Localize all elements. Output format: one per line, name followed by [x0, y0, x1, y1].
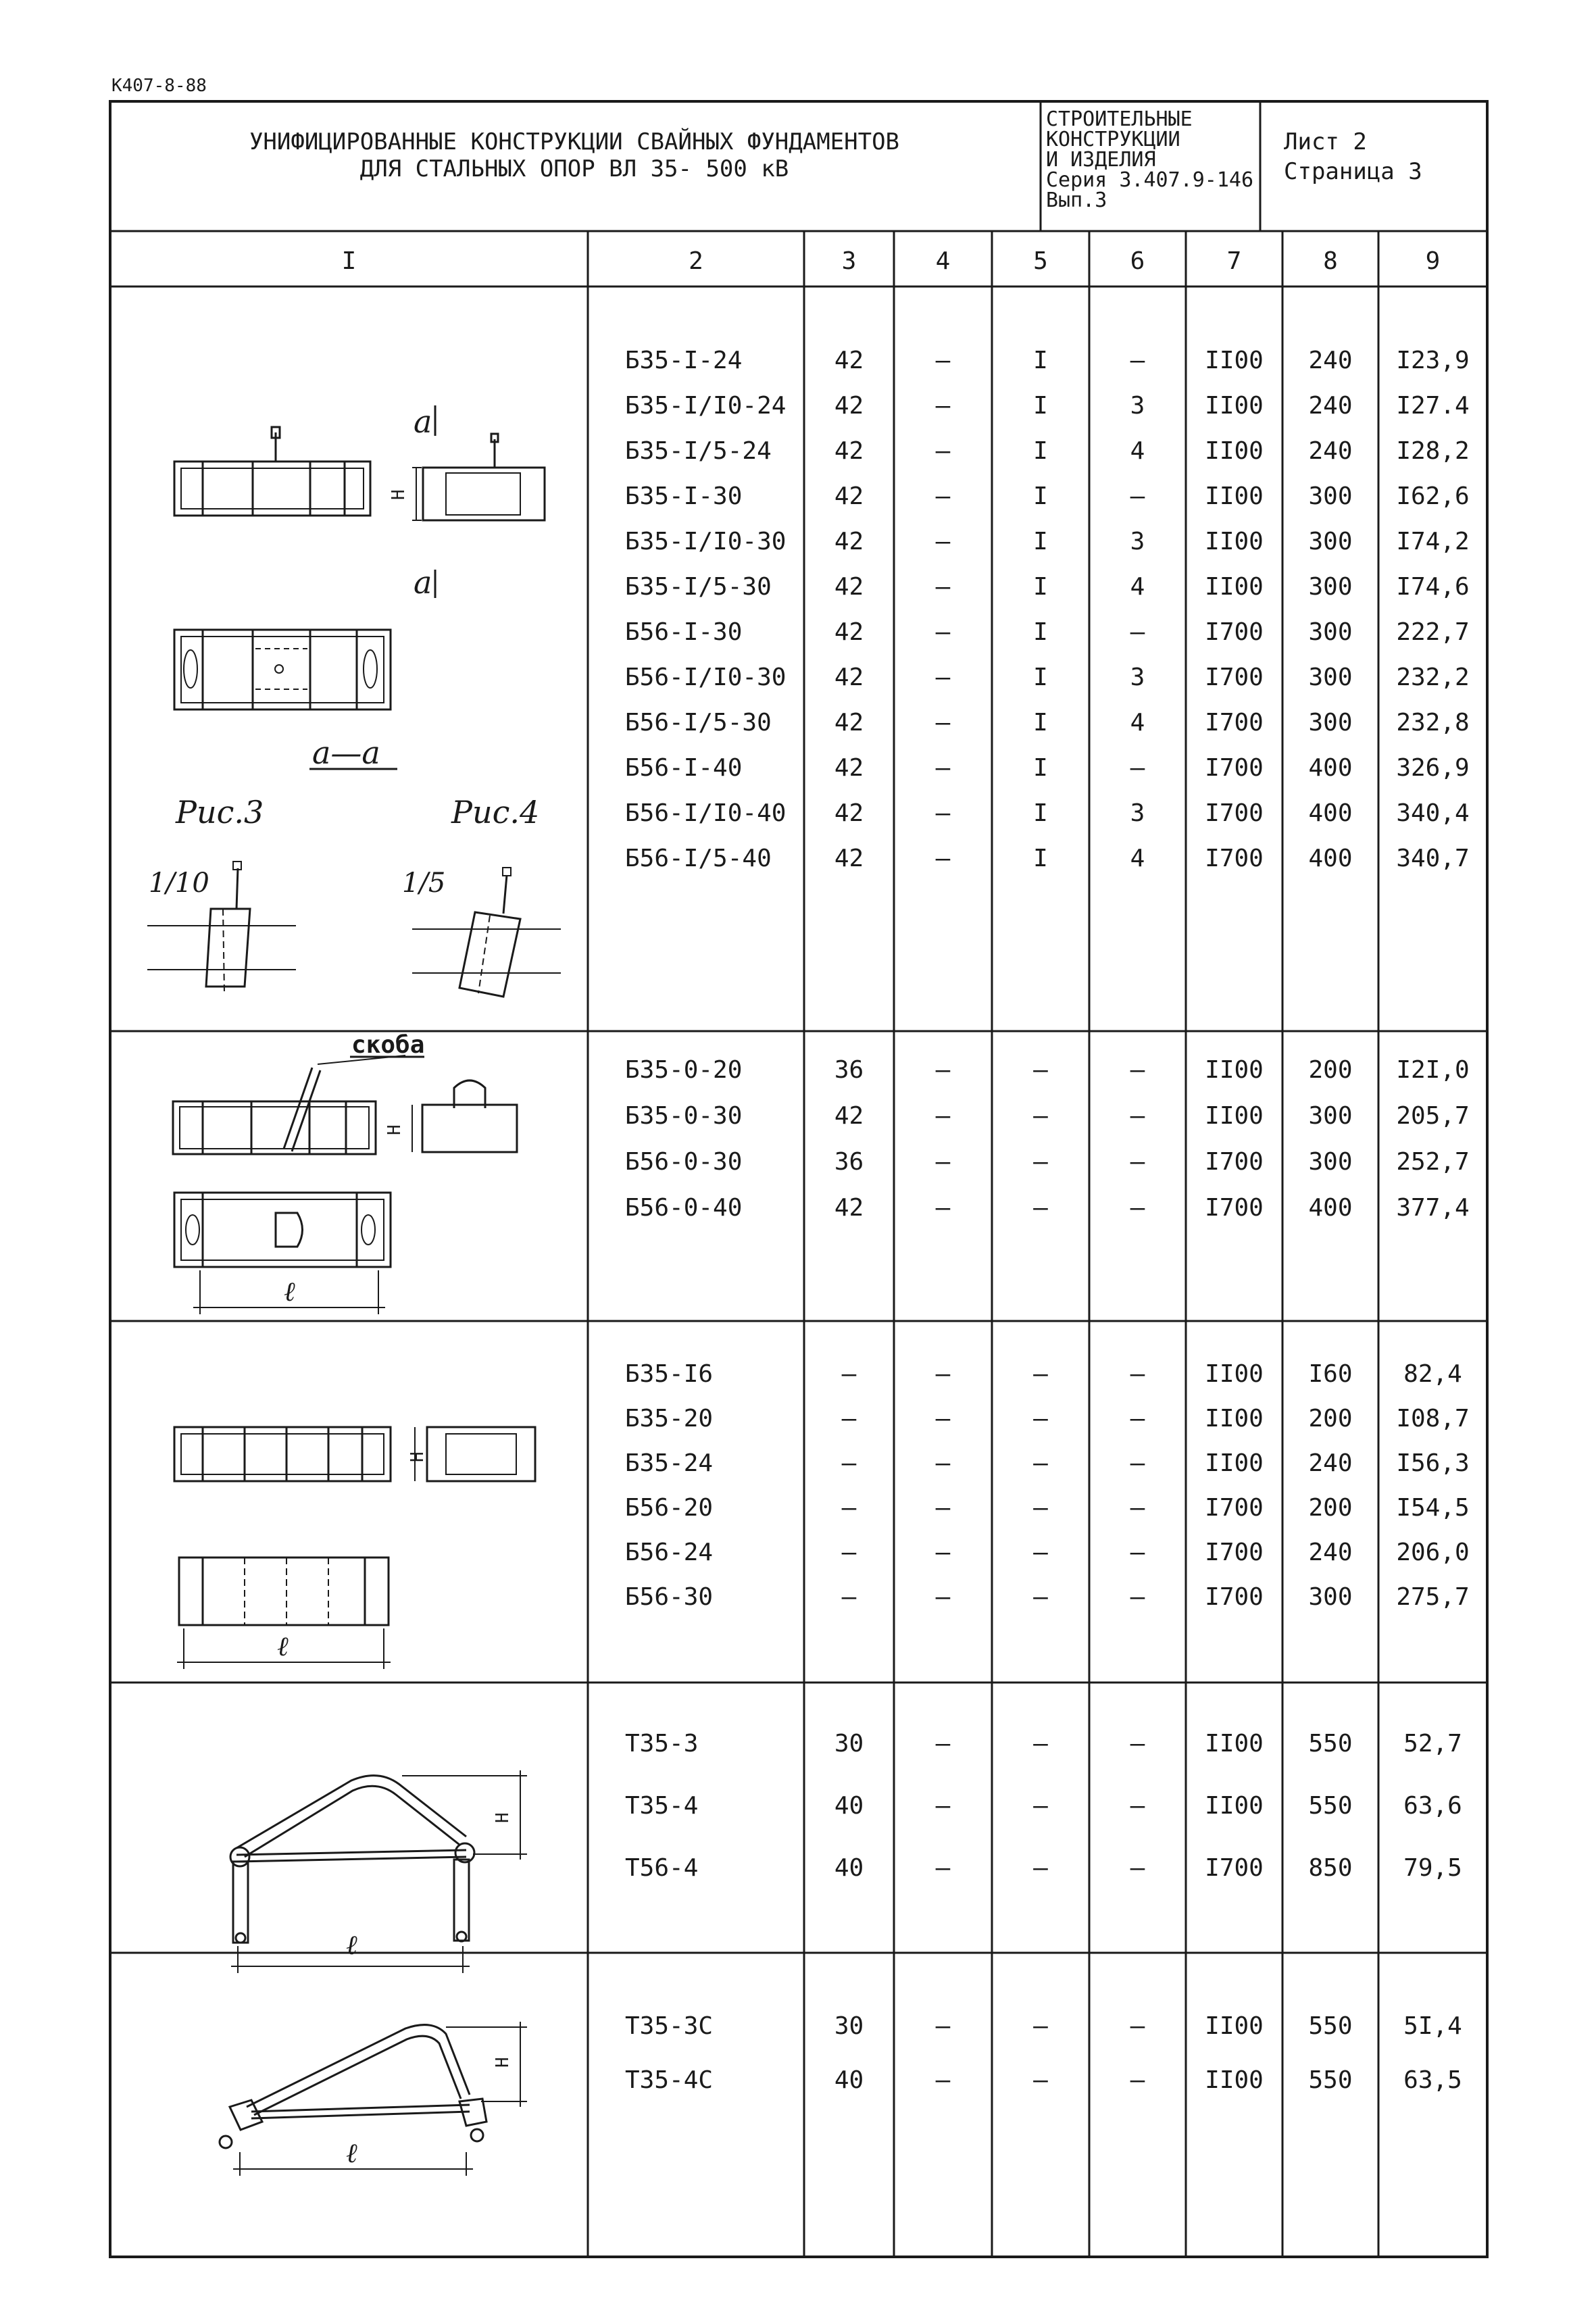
table-cell: 42 — [834, 1194, 864, 1222]
table-cell: I74,2 — [1396, 528, 1470, 555]
table-cell: 300 — [1308, 664, 1353, 691]
table-cell: I700 — [1205, 1194, 1264, 1222]
sketch-tie-beam-section-4 — [230, 1770, 527, 1973]
table-cell: – — [1130, 1405, 1145, 1432]
table-cell: 300 — [1308, 573, 1353, 601]
table-cell: 300 — [1308, 618, 1353, 646]
table-cell: 42 — [834, 845, 864, 872]
table-cell: – — [1033, 1854, 1048, 1882]
table-cell: 52,7 — [1403, 1730, 1462, 1758]
table-cell: – — [1033, 1360, 1048, 1388]
row-designation: Б35-I/5-30 — [625, 573, 772, 601]
column-header: 8 — [1323, 247, 1338, 275]
sheet-number: Лист 2 — [1284, 128, 1367, 155]
table-cell: – — [1033, 1730, 1048, 1758]
table-cell: 200 — [1308, 1056, 1353, 1084]
table-cell: II00 — [1205, 2066, 1264, 2094]
table-cell: 42 — [834, 573, 864, 601]
table-cell: 42 — [834, 347, 864, 374]
table-cell: – — [1130, 1449, 1145, 1477]
table-cell: – — [1033, 1792, 1048, 1820]
table-cell: – — [935, 1854, 951, 1882]
row-designation: Т35-4 — [625, 1792, 699, 1820]
table-cell: I2I,0 — [1396, 1056, 1470, 1084]
table-cell: – — [935, 1730, 951, 1758]
sketch2-dim-h: Н — [384, 1124, 405, 1135]
row-designation: Б35-I-24 — [625, 347, 743, 374]
table-cell: I700 — [1205, 1148, 1264, 1176]
table-cell: – — [935, 709, 951, 737]
sketch-tie-beam-section-5 — [220, 2022, 527, 2176]
table-cell: 36 — [834, 1056, 864, 1084]
row-designation: Т35-4С — [625, 2066, 714, 2094]
table-cell: – — [935, 1539, 951, 1566]
table-cell: 205,7 — [1396, 1102, 1470, 1130]
table-cell: 232,2 — [1396, 664, 1470, 691]
table-cell: 232,8 — [1396, 709, 1470, 737]
table-cell: II00 — [1205, 437, 1264, 465]
table-cell: – — [1033, 1494, 1048, 1522]
row-designation: Б35-I6 — [625, 1360, 714, 1388]
table-cell: – — [935, 799, 951, 827]
column-header: 3 — [841, 247, 857, 275]
document-title — [122, 128, 1027, 182]
table-cell: 240 — [1308, 392, 1353, 420]
table-cell: – — [935, 1194, 951, 1222]
table-cell: I — [1033, 799, 1048, 827]
table-cell: 550 — [1308, 1730, 1353, 1758]
table-cell: II00 — [1205, 1360, 1264, 1388]
frame-lines — [110, 101, 1487, 2257]
sketch1-cut-label-a1: а — [414, 403, 432, 440]
table-cell: 300 — [1308, 1102, 1353, 1130]
table-cell: – — [935, 1102, 951, 1130]
table-cell: I — [1033, 482, 1048, 510]
table-cell: I700 — [1205, 1539, 1264, 1566]
sketch2-bracket-label: скоба — [351, 1031, 425, 1059]
row-designation: Б35-24 — [625, 1449, 714, 1477]
table-cell: I700 — [1205, 754, 1264, 782]
series-line-2: КОНСТРУКЦИИ — [1046, 128, 1180, 151]
table-cell: II00 — [1205, 528, 1264, 555]
table-cell: – — [935, 754, 951, 782]
sketch-foundation-block-section-2 — [173, 1055, 517, 1314]
table-cell: I — [1033, 618, 1048, 646]
column-header: 6 — [1130, 247, 1145, 275]
table-cell: I60 — [1308, 1360, 1353, 1388]
table-cell: 300 — [1308, 1583, 1353, 1611]
table-cell: – — [1130, 347, 1145, 374]
row-designation: Б35-I/I0-30 — [625, 528, 787, 555]
table-cell: 40 — [834, 1854, 864, 1882]
table-cell: II00 — [1205, 1056, 1264, 1084]
column-header: 4 — [935, 247, 951, 275]
row-designation: Б56-24 — [625, 1539, 714, 1566]
table-cell: I — [1033, 392, 1048, 420]
table-cell: 326,9 — [1396, 754, 1470, 782]
table-cell: – — [935, 1056, 951, 1084]
table-cell: – — [1130, 618, 1145, 646]
sketch1-cut-label-a2: а — [414, 564, 432, 601]
table-cell: I700 — [1205, 1854, 1264, 1882]
table-cell: 42 — [834, 709, 864, 737]
table-cell: II00 — [1205, 1102, 1264, 1130]
title-line-1: УНИФИЦИРОВАННЫЕ КОНСТРУКЦИИ СВАЙНЫХ ФУНДАМЕНТОВ — [249, 128, 900, 155]
sketch3-dim-l: ℓ — [277, 1631, 289, 1662]
table-cell: II00 — [1205, 2012, 1264, 2040]
table-cell: 240 — [1308, 1449, 1353, 1477]
table-cell: – — [935, 1405, 951, 1432]
table-cell: 42 — [834, 754, 864, 782]
row-designation: Б56-I/I0-40 — [625, 799, 787, 827]
row-designation: Б56-20 — [625, 1494, 714, 1522]
sketch4-dim-h: Н — [493, 1812, 513, 1823]
table-cell: – — [1033, 1539, 1048, 1566]
row-designation: Т56-4 — [625, 1854, 699, 1882]
table-cell: I08,7 — [1396, 1405, 1470, 1432]
table-cell: 200 — [1308, 1494, 1353, 1522]
series-box — [1046, 109, 1253, 211]
table-cell: 340,4 — [1396, 799, 1470, 827]
sketch5-dim-h: Н — [493, 2057, 513, 2068]
sketch-foundation-block-section-3 — [174, 1427, 535, 1669]
row-designation: Б35-I-30 — [625, 482, 743, 510]
sketch1-section-label: а—а — [312, 734, 380, 771]
table-cell: I — [1033, 754, 1048, 782]
table-cell: 275,7 — [1396, 1583, 1470, 1611]
table-cell: 30 — [834, 1730, 864, 1758]
table-cell: 42 — [834, 799, 864, 827]
row-designation: Т35-3 — [625, 1730, 699, 1758]
table-cell: – — [935, 2066, 951, 2094]
row-designation: Б35-20 — [625, 1405, 714, 1432]
table-cell: 4 — [1130, 437, 1145, 465]
series-line-4: Серия 3.407.9-146 — [1046, 168, 1254, 192]
table-cell: – — [935, 347, 951, 374]
row-designation: Б35-0-20 — [625, 1056, 743, 1084]
table-cell: 240 — [1308, 347, 1353, 374]
table-cell: 3 — [1130, 664, 1145, 691]
table-cell: 340,7 — [1396, 845, 1470, 872]
row-designation: Б56-I/5-30 — [625, 709, 772, 737]
table-cell: I62,6 — [1396, 482, 1470, 510]
column-headers — [342, 247, 1441, 275]
table-cell: 400 — [1308, 799, 1353, 827]
table-cell: 40 — [834, 2066, 864, 2094]
title-line-2: ДЛЯ СТАЛЬНЫХ ОПОР ВЛ 35- 500 кВ — [359, 155, 789, 182]
table-cell: – — [1033, 1405, 1048, 1432]
table-cell: – — [1130, 1102, 1145, 1130]
table-cell: I74,6 — [1396, 573, 1470, 601]
table-cell: – — [1130, 1730, 1145, 1758]
table-cell: – — [935, 664, 951, 691]
table-cell: – — [841, 1360, 857, 1388]
table-cell: – — [1033, 1583, 1048, 1611]
table-cell: – — [1130, 1792, 1145, 1820]
table-cell: II00 — [1205, 1792, 1264, 1820]
table-cell: I700 — [1205, 1494, 1264, 1522]
series-line-5: Вып.3 — [1046, 189, 1107, 212]
table-cell: 82,4 — [1403, 1360, 1462, 1388]
table-cell: 3 — [1130, 392, 1145, 420]
sketch1-slope-fig3: 1/10 — [149, 868, 209, 899]
series-line-3: И ИЗДЕЛИЯ — [1046, 148, 1156, 172]
table-cell: – — [935, 618, 951, 646]
table-cells — [625, 347, 1470, 2094]
table-cell: – — [1033, 1102, 1048, 1130]
table-cell: I — [1033, 664, 1048, 691]
table-cell: 4 — [1130, 845, 1145, 872]
sketch1-slope-fig4: 1/5 — [402, 868, 446, 899]
table-cell: 300 — [1308, 528, 1353, 555]
table-cell: 400 — [1308, 754, 1353, 782]
table-cell: I — [1033, 347, 1048, 374]
sketch4-dim-l: ℓ — [346, 1930, 357, 1961]
table-cell: – — [935, 528, 951, 555]
table-cell: 4 — [1130, 709, 1145, 737]
table-cell: – — [841, 1405, 857, 1432]
table-cell: 300 — [1308, 482, 1353, 510]
table-cell: – — [1130, 1056, 1145, 1084]
table-cell: 3 — [1130, 799, 1145, 827]
table-cell: – — [1130, 1583, 1145, 1611]
table-cell: – — [1033, 1056, 1048, 1084]
table-cell: I700 — [1205, 709, 1264, 737]
table-cell: – — [935, 845, 951, 872]
table-cell: 377,4 — [1396, 1194, 1470, 1222]
table-cell: 550 — [1308, 1792, 1353, 1820]
sketch-foundation-block-section-1 — [147, 405, 561, 997]
table-cell: 400 — [1308, 1194, 1353, 1222]
table-cell: – — [935, 392, 951, 420]
row-designation: Б56-I/I0-30 — [625, 664, 787, 691]
table-cell: I54,5 — [1396, 1494, 1470, 1522]
row-designation: Б35-I/5-24 — [625, 437, 772, 465]
table-cell: – — [1130, 754, 1145, 782]
page-number: Страница 3 — [1284, 158, 1422, 185]
table-cell: I56,3 — [1396, 1449, 1470, 1477]
table-cell: – — [1130, 2066, 1145, 2094]
table-cell: 206,0 — [1396, 1539, 1470, 1566]
sketch1-dim-h: Н — [389, 489, 409, 500]
table-cell: I700 — [1205, 845, 1264, 872]
column-header: 9 — [1425, 247, 1441, 275]
sketch1-fig4-label: Рис.4 — [451, 794, 540, 830]
table-cell: 850 — [1308, 1854, 1353, 1882]
sketch3-dim-h: Н — [407, 1451, 428, 1462]
table-cell: II00 — [1205, 573, 1264, 601]
table-cell: I700 — [1205, 618, 1264, 646]
column-header: I — [341, 247, 357, 275]
table-cell: 300 — [1308, 1148, 1353, 1176]
table-cell: 42 — [834, 664, 864, 691]
table-cell: – — [1130, 482, 1145, 510]
table-cell: – — [1130, 2012, 1145, 2040]
table-cell: I27.4 — [1396, 392, 1470, 420]
table-cell: 42 — [834, 618, 864, 646]
table-cell: – — [935, 437, 951, 465]
sketch2-dim-l: ℓ — [284, 1276, 295, 1307]
column-header: 5 — [1033, 247, 1048, 275]
table-cell: 200 — [1308, 1405, 1353, 1432]
table-cell: – — [935, 1792, 951, 1820]
table-cell: II00 — [1205, 1449, 1264, 1477]
table-cell: – — [935, 573, 951, 601]
table-cell: 42 — [834, 392, 864, 420]
table-cell: – — [841, 1583, 857, 1611]
column-header: 2 — [689, 247, 703, 275]
table-cell: – — [1033, 1449, 1048, 1477]
table-cell: – — [1033, 1194, 1048, 1222]
table-cell: II00 — [1205, 1405, 1264, 1432]
table-cell: – — [1033, 1148, 1048, 1176]
table-cell: I700 — [1205, 1583, 1264, 1611]
table-cell: – — [1033, 2066, 1048, 2094]
table-cell: 79,5 — [1403, 1854, 1462, 1882]
table-cell: – — [935, 1449, 951, 1477]
table-cell: – — [1130, 1854, 1145, 1882]
table-cell: I — [1033, 573, 1048, 601]
table-cell: 240 — [1308, 1539, 1353, 1566]
table-cell: I — [1033, 845, 1048, 872]
table-cell: – — [1130, 1148, 1145, 1176]
table-cell: – — [1033, 2012, 1048, 2040]
table-cell: – — [935, 2012, 951, 2040]
table-cell: 300 — [1308, 709, 1353, 737]
table-cell: 63,5 — [1403, 2066, 1462, 2094]
sheet-box — [1284, 127, 1422, 186]
row-designation: Т35-3С — [625, 2012, 714, 2040]
table-cell: I — [1033, 528, 1048, 555]
table-cell: II00 — [1205, 1730, 1264, 1758]
table-cell: 63,6 — [1403, 1792, 1462, 1820]
table-cell: 5I,4 — [1403, 2012, 1462, 2040]
table-cell: – — [935, 1583, 951, 1611]
outer-frame — [110, 101, 1487, 2257]
table-cell: 400 — [1308, 845, 1353, 872]
table-cell: 4 — [1130, 573, 1145, 601]
table-cell: 222,7 — [1396, 618, 1470, 646]
document-code: К407-8-88 — [111, 76, 207, 96]
table-cell: – — [1130, 1194, 1145, 1222]
table-cell: 550 — [1308, 2066, 1353, 2094]
table-cell: II00 — [1205, 482, 1264, 510]
row-designation: Б56-0-30 — [625, 1148, 743, 1176]
table-grid — [110, 231, 1487, 2257]
table-cell: 240 — [1308, 437, 1353, 465]
row-designation: Б56-I-40 — [625, 754, 743, 782]
table-cell: I — [1033, 437, 1048, 465]
table-cell: 42 — [834, 1102, 864, 1130]
table-cell: 42 — [834, 437, 864, 465]
column-header: 7 — [1226, 247, 1242, 275]
table-cell: I700 — [1205, 799, 1264, 827]
table-cell: 30 — [834, 2012, 864, 2040]
table-cell: 550 — [1308, 2012, 1353, 2040]
table-cell: – — [935, 1360, 951, 1388]
table-cell: II00 — [1205, 392, 1264, 420]
table-cell: I28,2 — [1396, 437, 1470, 465]
table-cell: I700 — [1205, 664, 1264, 691]
sketch5-dim-l: ℓ — [346, 2138, 357, 2169]
table-cell: – — [1130, 1360, 1145, 1388]
table-cell: – — [1130, 1494, 1145, 1522]
table-cell: 42 — [834, 528, 864, 555]
table-cell: – — [935, 1148, 951, 1176]
table-cell: – — [1130, 1539, 1145, 1566]
table-cell: 252,7 — [1396, 1148, 1470, 1176]
row-designation: Б35-I/I0-24 — [625, 392, 787, 420]
row-designation: Б56-30 — [625, 1583, 714, 1611]
sketch1-fig3-label: Рис.3 — [176, 794, 264, 830]
row-designation: Б56-0-40 — [625, 1194, 743, 1222]
row-designation: Б56-I-30 — [625, 618, 743, 646]
table-cell: – — [935, 482, 951, 510]
row-designation: Б35-0-30 — [625, 1102, 743, 1130]
table-cell: I23,9 — [1396, 347, 1470, 374]
table-cell: I — [1033, 709, 1048, 737]
table-cell: II00 — [1205, 347, 1264, 374]
row-designation: Б56-I/5-40 — [625, 845, 772, 872]
table-cell: – — [935, 1494, 951, 1522]
table-cell: 3 — [1130, 528, 1145, 555]
table-cell: – — [841, 1449, 857, 1477]
series-line-1: СТРОИТЕЛЬНЫЕ — [1046, 107, 1193, 131]
table-cell: 36 — [834, 1148, 864, 1176]
table-cell: 42 — [834, 482, 864, 510]
table-cell: 40 — [834, 1792, 864, 1820]
table-cell: – — [841, 1494, 857, 1522]
table-cell: – — [841, 1539, 857, 1566]
